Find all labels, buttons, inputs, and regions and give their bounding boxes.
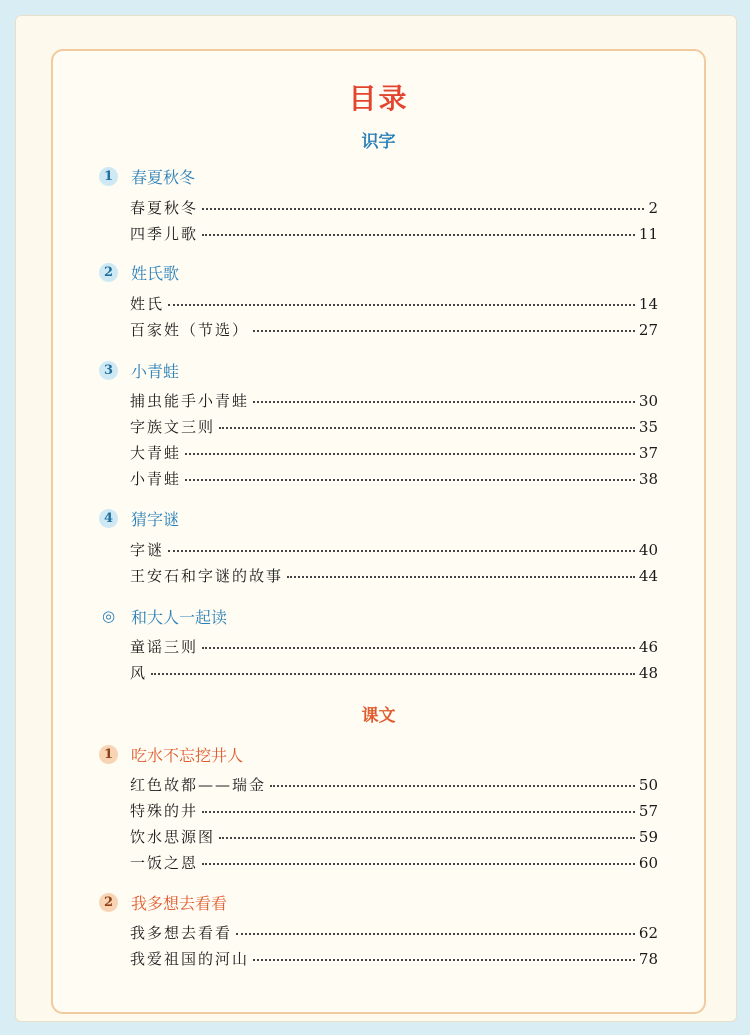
leader-dots (168, 549, 635, 552)
toc-frame (51, 49, 706, 1014)
entry-page: 46 (638, 638, 658, 656)
leader-dots (202, 810, 635, 813)
entry-label: 风 (130, 664, 148, 682)
unit-number-badge: 1 (99, 745, 118, 764)
entry-label: 百家姓（节选） (130, 321, 250, 339)
entry-page: 38 (638, 470, 658, 488)
leader-dots (202, 862, 635, 865)
toc-entry[interactable] (130, 539, 658, 561)
leader-dots (219, 426, 635, 429)
entry-page: 2 (648, 199, 658, 217)
toc-entry[interactable] (130, 826, 658, 848)
toc-entry[interactable] (130, 565, 658, 587)
toc-entry[interactable] (130, 468, 658, 490)
leader-dots (236, 932, 635, 935)
unit-name: 猜字谜 (131, 509, 180, 529)
leader-dots (185, 478, 635, 481)
leader-dots (253, 958, 635, 961)
section-title-kewen: 课文 (361, 706, 396, 726)
unit-name: 春夏秋冬 (131, 167, 196, 187)
toc-entry[interactable] (130, 662, 658, 684)
entry-label: 我多想去看看 (130, 924, 233, 942)
unit-header-read-together[interactable] (99, 605, 227, 627)
unit-number-badge: 2 (99, 263, 118, 282)
entry-label: 红色故都——瑞金 (130, 776, 267, 794)
leader-dots (202, 646, 635, 649)
page-background (15, 15, 737, 1022)
toc-entry[interactable] (130, 197, 658, 219)
leader-dots (168, 303, 635, 306)
toc-entry[interactable] (130, 390, 658, 412)
lesson-unit-header-1[interactable] (99, 743, 243, 765)
toc-entry[interactable] (130, 948, 658, 970)
toc-entry[interactable] (130, 800, 658, 822)
entry-page: 14 (638, 295, 658, 313)
leader-dots (185, 452, 635, 455)
entry-label: 四季儿歌 (130, 225, 199, 243)
entry-label: 大青蛙 (130, 444, 182, 462)
circle-mark-icon: ◎ (101, 607, 116, 625)
unit-number-badge: 2 (99, 893, 118, 912)
toc-entry[interactable] (130, 416, 658, 438)
leader-dots (202, 233, 635, 236)
lesson-unit-header-2[interactable] (99, 891, 227, 913)
toc-entry[interactable] (130, 774, 658, 796)
unit-number-badge: 1 (99, 167, 118, 186)
toc-entry[interactable] (130, 319, 658, 341)
toc-entry[interactable] (130, 636, 658, 658)
unit-header-3[interactable] (99, 359, 179, 381)
entry-page: 59 (638, 828, 658, 846)
leader-dots (151, 672, 635, 675)
leader-dots (287, 575, 635, 578)
toc-entry[interactable] (130, 852, 658, 874)
entry-page: 44 (638, 567, 658, 585)
unit-name: 小青蛙 (131, 361, 180, 381)
entry-label: 字族文三则 (130, 418, 216, 436)
unit-header-2[interactable] (99, 261, 179, 283)
entry-label: 小青蛙 (130, 470, 182, 488)
unit-name: 我多想去看看 (131, 893, 228, 913)
entry-label: 捕虫能手小青蛙 (130, 392, 250, 410)
entry-page: 48 (638, 664, 658, 682)
entry-label: 字谜 (130, 541, 165, 559)
page-title: 目录 (348, 82, 409, 115)
entry-label: 饮水思源图 (130, 828, 216, 846)
entry-page: 78 (638, 950, 658, 968)
entry-label: 一饭之恩 (130, 854, 199, 872)
entry-page: 62 (638, 924, 658, 942)
entry-page: 37 (638, 444, 658, 462)
unit-header-4[interactable] (99, 507, 179, 529)
entry-page: 35 (638, 418, 658, 436)
entry-label: 特殊的井 (130, 802, 199, 820)
unit-name: 吃水不忘挖井人 (131, 745, 244, 765)
entry-label: 姓氏 (130, 295, 165, 313)
leader-dots (219, 836, 635, 839)
unit-name: 姓氏歌 (131, 263, 180, 283)
entry-label: 童谣三则 (130, 638, 199, 656)
entry-page: 27 (638, 321, 658, 339)
leader-dots (270, 784, 635, 787)
toc-entry[interactable] (130, 442, 658, 464)
leader-dots (253, 329, 635, 332)
entry-page: 50 (638, 776, 658, 794)
toc-entry[interactable] (130, 293, 658, 315)
entry-page: 30 (638, 392, 658, 410)
section-title-shizi: 识字 (361, 132, 396, 152)
entry-page: 57 (638, 802, 658, 820)
unit-header-1[interactable] (99, 165, 195, 187)
entry-label: 春夏秋冬 (130, 199, 199, 217)
entry-label: 王安石和字谜的故事 (130, 567, 284, 585)
toc-entry[interactable] (130, 223, 658, 245)
unit-name: 和大人一起读 (131, 607, 228, 627)
leader-dots (202, 207, 644, 210)
entry-label: 我爱祖国的河山 (130, 950, 250, 968)
leader-dots (253, 400, 635, 403)
entry-page: 60 (638, 854, 658, 872)
entry-page: 40 (638, 541, 658, 559)
entry-page: 11 (638, 225, 658, 243)
unit-number-badge: 3 (99, 361, 118, 380)
unit-number-badge: 4 (99, 509, 118, 528)
toc-entry[interactable] (130, 922, 658, 944)
